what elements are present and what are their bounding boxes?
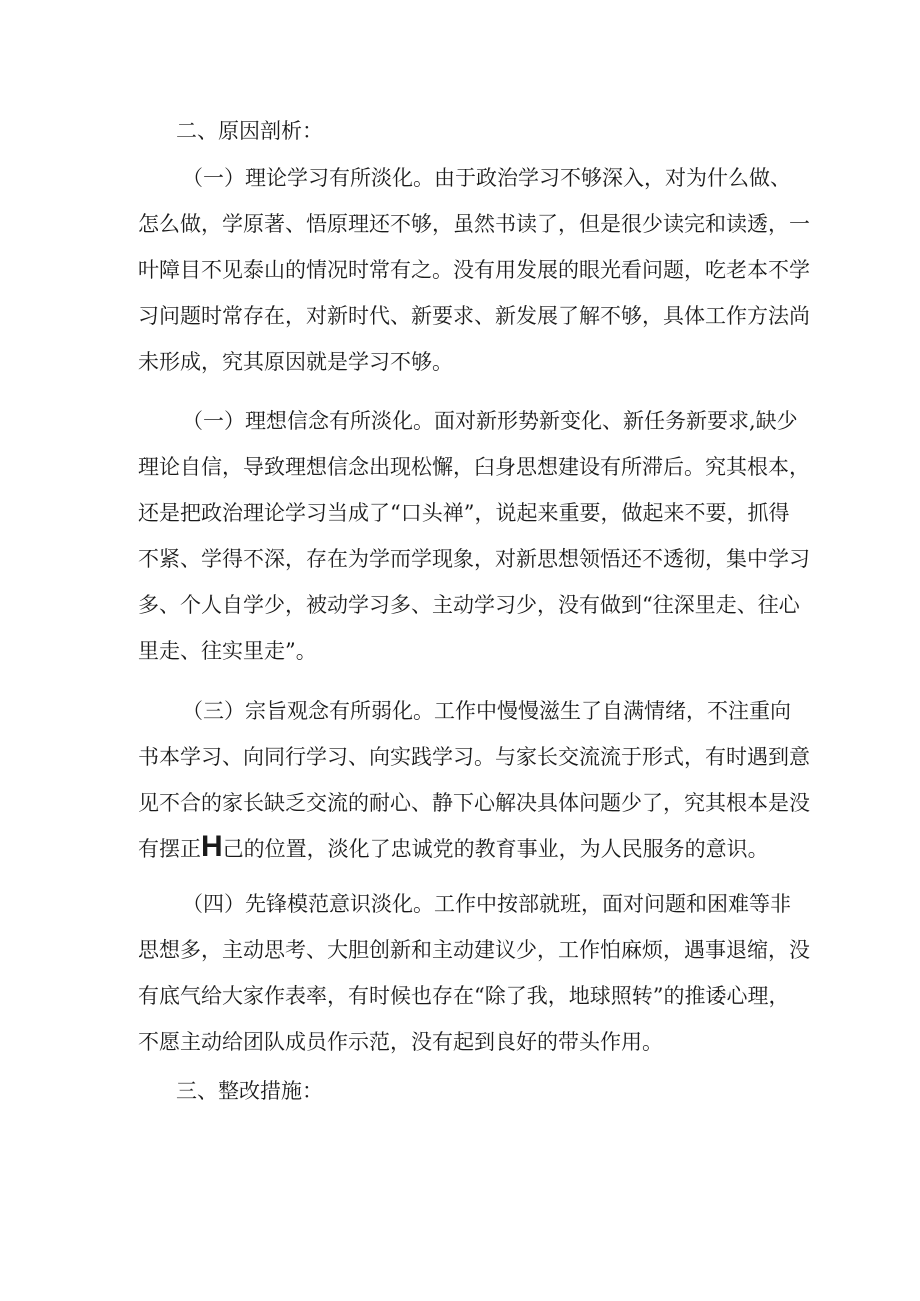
paragraph-line: 未形成，究其原因就是学习不够。: [138, 350, 453, 374]
paragraph-line: （四）先锋模范意识淡化。工作中按部就班，面对问题和困难等非: [182, 892, 791, 916]
paragraph-line: 不紧、学得不深，存在为学而学现象，对新思想领悟还不透彻，集中学习: [138, 547, 810, 571]
paragraph-ideals-beliefs: [138, 398, 810, 674]
paragraph-line: 见不合的家长缺乏交流的耐心、静下心解决具体问题少了，究其根本是没: [138, 791, 810, 815]
paragraph-line: 不愿主动给团队成员作示范，没有起到良好的带头作用。: [138, 1030, 663, 1054]
paragraph-theory-study: [138, 155, 810, 385]
paragraph-purpose-concept: [138, 688, 810, 872]
odd-glyph: H: [201, 830, 223, 863]
paragraph-line: 书本学习、向同行学习、向实践学习。与家长交流流于形式，有时遇到意: [138, 745, 810, 769]
paragraph-line: （一）理想信念有所淡化。面对新形势新变化、新任务新要求,缺少: [182, 409, 798, 433]
paragraph-line: 理论自信，导致理想信念出现松懈，臼身思想建设有所滞后。究其根本，: [138, 455, 810, 479]
paragraph-line: 怎么做，学原著、悟原理还不够，虽然书读了，但是很少读完和读透，一: [138, 212, 810, 236]
line-text-before: 有摆正: [138, 837, 201, 861]
paragraph-line: （三）宗旨观念有所弱化。工作中慢慢滋生了自满情绪，不注重向: [182, 699, 791, 723]
paragraph-line: 还是把政治理论学习当成了“口头禅”，说起来重要，做起来不要，抓得: [138, 501, 790, 525]
paragraph-line: 里走、往实里走”。: [138, 639, 317, 663]
paragraph-line: [138, 826, 784, 872]
line-text-after: 己的位置，淡化了忠诚党的教育事业，为人民服务的意识。: [222, 837, 769, 861]
paragraph-line: （一）理论学习有所淡化。由于政治学习不够深入，对为什么做、: [182, 166, 791, 190]
paragraph-line: 叶障目不见泰山的情况时常有之。没有用发展的眼光看问题，吃老本不学: [138, 258, 810, 282]
section-heading-causes: 二、原因剖析：: [176, 119, 323, 143]
paragraph-line: 思想多，主动思考、大胆创新和主动建议少，工作怕麻烦，遇事退缩，没: [138, 938, 810, 962]
paragraph-line: 有底气给大家作表率，有时候也存在“除了我，地球照转”的推诿心理，: [138, 984, 790, 1008]
section-heading-rectification: 三、整改措施：: [176, 1079, 323, 1103]
paragraph-line: 多、个人自学少，被动学习多、主动学习少，没有做到“往深里走、往心: [138, 593, 800, 617]
paragraph-line: 习问题时常存在，对新时代、新要求、新发展了解不够，具体工作方法尚: [138, 304, 810, 328]
paragraph-pioneer-model: [138, 881, 810, 1065]
